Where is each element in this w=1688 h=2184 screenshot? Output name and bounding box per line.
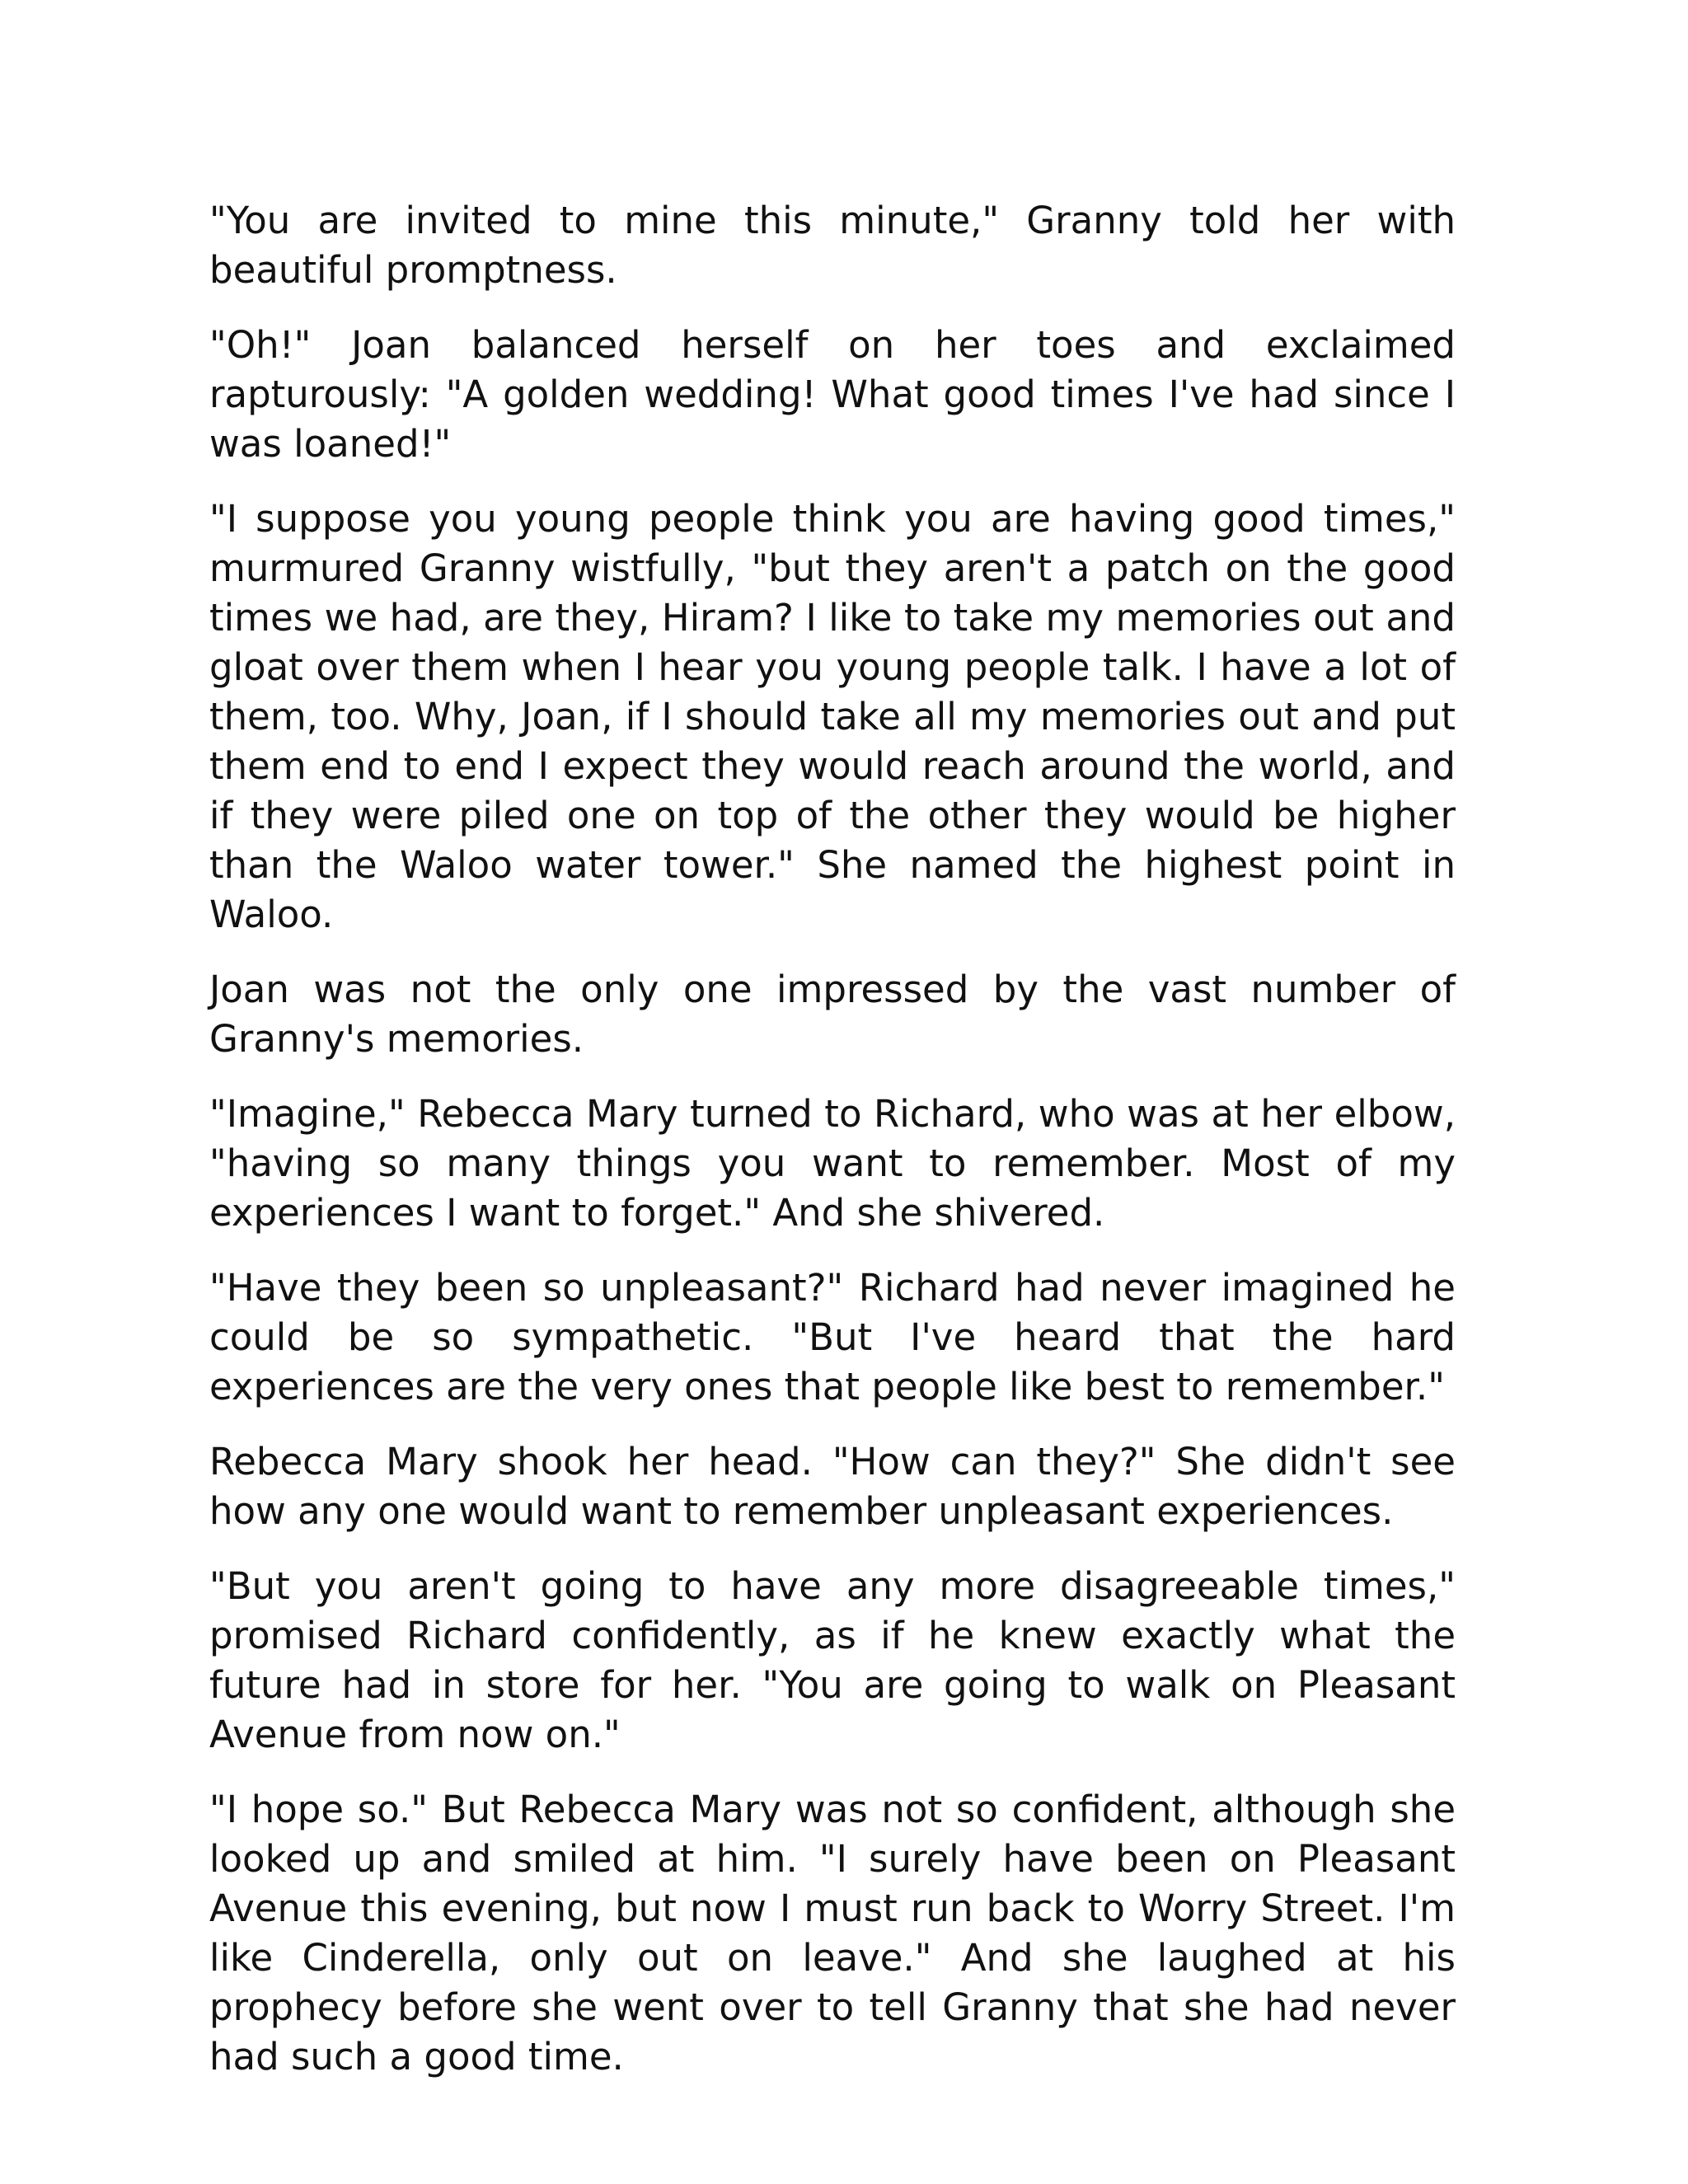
paragraph-9: "I hope so." But Rebecca Mary was not so confident, although she looked up and smiled at him. "I surely have been on Pleasant Avenue this evening, but now I must run back to Worry Street. I'm like Cinderella, only out on leave." And she laughed at his prophecy before she went over to tell Granny that she had never had such a good time. bbox=[209, 1788, 1456, 2079]
paragraph-6: "Have they been so unpleasant?" Richard had never imagined he could be so sympathetic. "But I've heard that the hard experiences are the very ones that people like best to remember." bbox=[209, 1266, 1456, 1408]
paragraph-4: Joan was not the only one impressed by the vast number of Granny's memories. bbox=[209, 968, 1456, 1061]
paragraph-5: "Imagine," Rebecca Mary turned to Richard, who was at her elbow, "having so many things you want to remember. Most of my experiences I want to forget." And she shivered. bbox=[209, 1092, 1456, 1235]
paragraph-8: "But you aren't going to have any more disagreeable times," promised Richard confidently, as if he knew exactly what the future had in store for her. "You are going to walk on Pleasant Avenue from now on." bbox=[209, 1564, 1456, 1756]
paragraph-2: "Oh!" Joan balanced herself on her toes and exclaimed rapturously: "A golden wedding! What good times I've had since I was loaned!" bbox=[209, 323, 1456, 466]
paragraph-7: Rebecca Mary shook her head. "How can they?" She didn't see how any one would want to remember unpleasant experiences. bbox=[209, 1440, 1456, 1533]
paragraph-3: "I suppose you young people think you are having good times," murmured Granny wistfully, "but they aren't a patch on the good times we had, are they, Hiram? I like to take my memories out and gloat over them when I hear you young people talk. I have a lot of them, too. Why, Joan, if I should take all my memories out and put them end to end I expect they would reach around the world, and if they were piled one on top of the other they would be higher than the Waloo water tower." She named the highest point in Waloo. bbox=[209, 497, 1456, 936]
page-text-block bbox=[209, 196, 1456, 2107]
paragraph-1: "You are invited to mine this minute," Granny told her with beautiful promptness. bbox=[209, 199, 1456, 292]
